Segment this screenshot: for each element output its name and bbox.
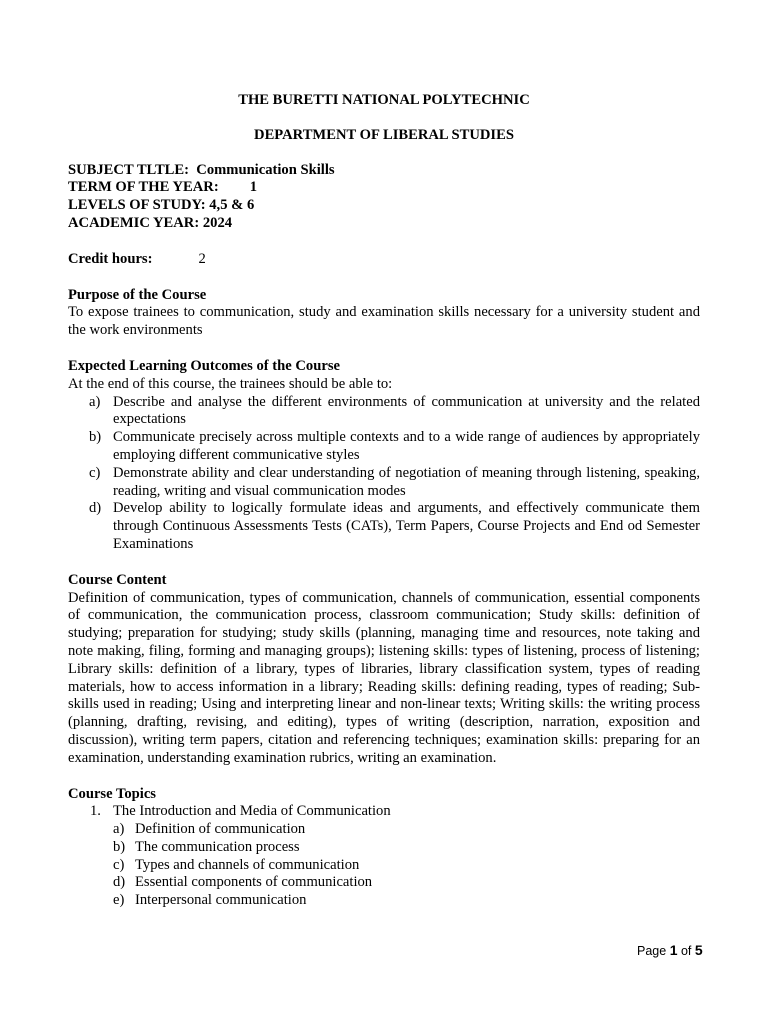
list-marker: a) (89, 393, 101, 410)
page-word: Page (637, 944, 667, 958)
topic-marker: 1. (90, 803, 101, 820)
term-row (68, 179, 700, 197)
list-item (113, 857, 700, 875)
outcomes-list (68, 394, 700, 554)
list-item-text: Communicate precisely across multiple contexts and to a wide range of audiences by appropriately employing different communicative styles (113, 429, 700, 463)
list-item-text: Interpersonal communication (135, 892, 307, 909)
page-number: 1 (669, 942, 678, 958)
list-item (113, 821, 700, 839)
list-item (68, 429, 700, 465)
department-title: DEPARTMENT OF LIBERAL STUDIES (254, 126, 514, 143)
list-item (68, 500, 700, 553)
topics-section (68, 786, 700, 911)
page-total: 5 (694, 942, 703, 958)
outcomes-intro: At the end of this course, the trainees should be able to: (68, 375, 393, 392)
list-item-text: Demonstrate ability and clear understanding of negotiation of meaning through listening, speaking, reading, writing and visual communication modes (113, 464, 700, 499)
credit-hours-row (68, 251, 700, 269)
outcomes-heading: Expected Learning Outcomes of the Course (68, 357, 340, 374)
topic-title: The Introduction and Media of Communication (113, 803, 391, 820)
list-item-text: The communication process (135, 838, 300, 855)
topic-item (68, 803, 700, 910)
levels-of-study: LEVELS OF STUDY: 4,5 & 6 (68, 197, 255, 214)
list-item-text: Essential components of communication (135, 874, 373, 891)
institution-title: THE BURETTI NATIONAL POLYTECHNIC (238, 92, 530, 108)
list-marker: e) (113, 892, 125, 909)
list-item (113, 839, 700, 857)
topics-list (68, 803, 700, 910)
list-item-text: Types and channels of communication (135, 856, 360, 873)
credit-hours-label: Credit hours: (68, 250, 153, 267)
subtopic-list (113, 821, 700, 910)
list-marker: b) (113, 838, 126, 855)
content-heading: Course Content (68, 571, 167, 588)
academic-year: ACADEMIC YEAR: 2024 (68, 214, 233, 231)
list-item-text: Develop ability to logically formulate ideas and arguments, and effectively communicate them through Continuous Assessments Tests (CATs), Term Papers, Course Projects and End od Semester Examinations (113, 500, 700, 552)
list-item (113, 874, 700, 892)
content-text: Definition of communication, types of communication, channels of communication, essential components of communication, the communication process, classroom communication; Study skills: definition of studying; preparation for studying; study skills (planning, managing time and resources, note taking and note making, filing, forming and managing groups); listening skills: types of listening, process of listening; Library skills: definition of a library, types of libraries, library classification system, types of reading materials, how to access information in a library; Reading skills: defining reading, types of reading; Sub-skills used in reading; Using and interpreting linear and non-linear texts; Writing skills: the writing process (planning, drafting, revising, and editing), types of writing (description, narration, exposition and discussion), writing term papers, citation and referencing techniques; examination skills: preparing for an examination, understanding examination rubrics, writing an examination. (68, 589, 700, 766)
purpose-section (68, 287, 700, 340)
outcomes-section (68, 358, 700, 554)
list-item (68, 394, 700, 430)
topics-heading: Course Topics (68, 785, 156, 802)
list-marker: c) (113, 856, 125, 873)
list-item-text: Describe and analyse the different environments of communication at university and the related expectations (113, 393, 700, 428)
term-value: 1 (249, 179, 257, 196)
purpose-heading: Purpose of the Course (68, 286, 207, 303)
list-marker: d) (113, 874, 126, 891)
list-marker: d) (89, 500, 102, 517)
document-page (68, 92, 700, 910)
list-marker: b) (89, 429, 102, 446)
credit-hours-value: 2 (198, 250, 206, 267)
purpose-text: To expose trainees to communication, study and examination skills necessary for a university student and the work environments (68, 304, 700, 339)
list-item (68, 465, 700, 501)
list-marker: c) (89, 464, 101, 481)
subject-title: SUBJECT TLTLE: Communication Skills (68, 161, 335, 178)
list-item-text: Definition of communication (135, 821, 306, 838)
term-label: TERM OF THE YEAR: (68, 179, 219, 196)
course-meta (68, 162, 700, 233)
list-item (113, 892, 700, 910)
list-marker: a) (113, 821, 125, 838)
of-word: of (680, 944, 692, 958)
content-section (68, 572, 700, 768)
page-footer (637, 942, 703, 961)
